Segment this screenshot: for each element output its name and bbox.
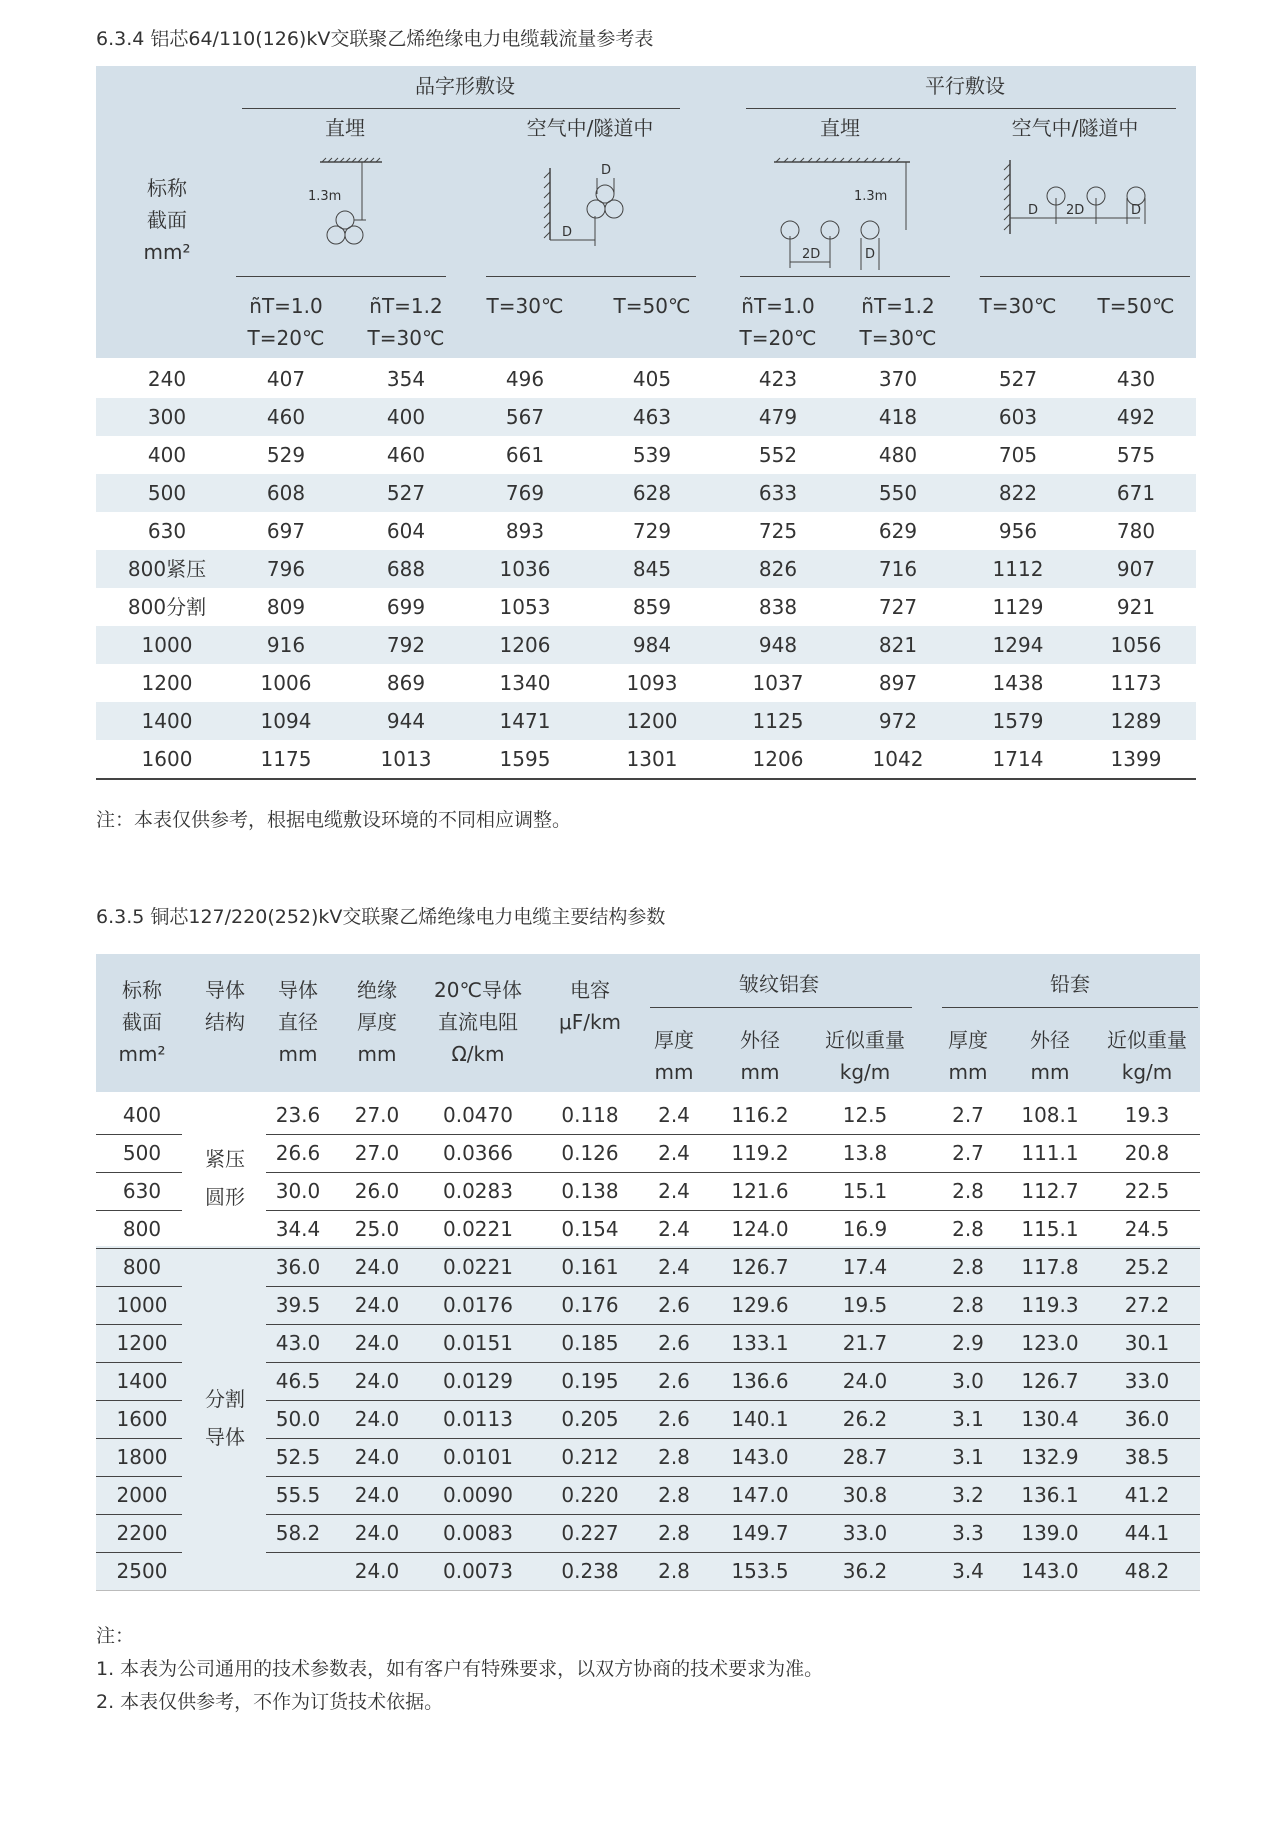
table2-section-cell: 2200	[116, 1521, 168, 1545]
table2-value-cell: 2.8	[952, 1179, 984, 1203]
table1-value-cell: 1056	[1110, 633, 1162, 657]
table1-value-cell: 552	[758, 443, 798, 467]
table1-value-cell: 629	[878, 519, 918, 543]
table2-value-cell: 0.154	[561, 1217, 619, 1241]
table1-value-cell: 821	[878, 633, 918, 657]
table2-value-cell: 143.0	[731, 1445, 789, 1469]
table2-value-cell: 27.2	[1124, 1293, 1170, 1317]
t2-h-pb-thick: 厚度 mm	[948, 1028, 988, 1084]
table2-value-cell: 24.0	[354, 1407, 400, 1431]
svg-text:2D: 2D	[1066, 203, 1085, 218]
table1-value-cell: 1714	[992, 747, 1044, 771]
table2-value-cell: 17.4	[842, 1255, 888, 1279]
flat-air-diagram	[1000, 158, 1160, 258]
table2-value-cell: 0.185	[561, 1331, 619, 1355]
table2-value-cell: 30.0	[275, 1179, 321, 1203]
table1-value-cell: 697	[266, 519, 306, 543]
table2-value-cell: 25.0	[354, 1217, 400, 1241]
table2-value-cell: 2.8	[658, 1521, 690, 1545]
table2-section-cell: 800	[122, 1217, 162, 1241]
table2-value-cell: 2.4	[658, 1217, 690, 1241]
table2-value-cell: 41.2	[1124, 1483, 1170, 1507]
table1-value-cell: 550	[878, 481, 918, 505]
t1-col-4: T=50℃	[613, 294, 691, 318]
t1-col-5: ñT=1.0 T=20℃	[739, 294, 817, 350]
table2-value-cell: 2.7	[952, 1141, 984, 1165]
table1-value-cell: 869	[386, 671, 426, 695]
table1-value-cell: 400	[386, 405, 426, 429]
table2-value-cell: 24.0	[354, 1255, 400, 1279]
table2-section-cell: 500	[122, 1141, 162, 1165]
table1-section-cell: 1400	[141, 709, 193, 733]
table1-section-cell: 630	[147, 519, 187, 543]
t2-h-capacitance: 电容 μF/km	[558, 978, 622, 1034]
table1-value-cell: 1438	[992, 671, 1044, 695]
table1-value-cell: 796	[266, 557, 306, 581]
table1-value-cell: 916	[266, 633, 306, 657]
table2-value-cell: 36.0	[1124, 1407, 1170, 1431]
t2-h-al-weight: 近似重量 kg/m	[825, 1028, 905, 1084]
table1-value-cell: 539	[632, 443, 672, 467]
table2-value-cell: 0.0090	[443, 1483, 513, 1507]
table1-value-cell: 671	[1116, 481, 1156, 505]
table2-value-cell: 33.0	[1124, 1369, 1170, 1393]
table1-value-cell: 1093	[626, 671, 678, 695]
table1-value-cell: 1013	[380, 747, 432, 771]
table2-value-cell: 24.0	[354, 1445, 400, 1469]
table2-value-cell: 25.2	[1124, 1255, 1170, 1279]
table1-value-cell: 460	[266, 405, 306, 429]
table2-value-cell: 116.2	[731, 1103, 789, 1127]
trefoil-buried-diagram	[310, 158, 400, 258]
table2-value-cell: 0.0221	[443, 1255, 513, 1279]
table2-value-cell: 117.8	[1021, 1255, 1079, 1279]
table1-value-cell: 661	[505, 443, 545, 467]
table2-section-cell: 1400	[116, 1369, 168, 1393]
table1-value-cell: 893	[505, 519, 545, 543]
table1-value-cell: 480	[878, 443, 918, 467]
table1-value-cell: 1289	[1110, 709, 1162, 733]
table2-value-cell: 3.0	[952, 1369, 984, 1393]
t2-structure-split: 分割 导体	[205, 1387, 245, 1449]
t1-direct-b: 直埋	[820, 116, 860, 140]
table2-value-cell: 132.9	[1021, 1445, 1079, 1469]
table1-value-cell: 1042	[872, 747, 924, 771]
table2-value-cell: 24.5	[1124, 1217, 1170, 1241]
table2-section-cell: 400	[122, 1103, 162, 1127]
table2-value-cell: 21.7	[842, 1331, 888, 1355]
table2-section-cell: 2000	[116, 1483, 168, 1507]
table2-section-cell: 1200	[116, 1331, 168, 1355]
table2-value-cell: 33.0	[842, 1521, 888, 1545]
table1-value-cell: 1173	[1110, 671, 1162, 695]
table1-value-cell: 463	[632, 405, 672, 429]
table2-value-cell: 36.0	[275, 1255, 321, 1279]
table2-value-cell: 39.5	[275, 1293, 321, 1317]
t2-h-pb-weight: 近似重量 kg/m	[1107, 1028, 1187, 1084]
table2-value-cell: 3.1	[952, 1407, 984, 1431]
table2-value-cell: 46.5	[275, 1369, 321, 1393]
table1-value-cell: 984	[632, 633, 672, 657]
table1-value-cell: 354	[386, 367, 426, 391]
table1-value-cell: 769	[505, 481, 545, 505]
table2-value-cell: 2.4	[658, 1255, 690, 1279]
table1-value-cell: 705	[998, 443, 1038, 467]
table2-notes: 注： 1. 本表为公司通用的技术参数表，如有客户有特殊要求，以双方协商的技术要求为准。 2. 本表仅供参考，不作为订货技术依据。	[96, 1625, 824, 1713]
svg-text:D: D	[601, 163, 612, 178]
t2-h-diameter: 导体 直径 mm	[278, 978, 318, 1066]
table1-title: 6.3.4 铝芯64/110(126)kV交联聚乙烯绝缘电力电缆载流量参考表	[96, 28, 654, 50]
table1-section-cell: 400	[147, 443, 187, 467]
table1-note: 注：本表仅供参考，根据电缆敷设环境的不同相应调整。	[96, 809, 572, 831]
table2-value-cell: 0.0470	[443, 1103, 513, 1127]
table2-value-cell: 108.1	[1021, 1103, 1079, 1127]
table2-value-cell: 26.0	[354, 1179, 400, 1203]
svg-text:D: D	[1131, 203, 1142, 218]
table2-value-cell: 0.161	[561, 1255, 619, 1279]
table2-value-cell: 24.0	[354, 1331, 400, 1355]
table2-value-cell: 2.6	[658, 1331, 690, 1355]
table2-section-cell: 2500	[116, 1559, 168, 1583]
table2-value-cell: 0.0073	[443, 1559, 513, 1583]
table2-value-cell: 126.7	[1021, 1369, 1079, 1393]
table2-value-cell: 2.8	[952, 1255, 984, 1279]
table2-value-cell: 124.0	[731, 1217, 789, 1241]
table2-value-cell: 34.4	[275, 1217, 321, 1241]
t2-group-pb: 铅套	[1050, 972, 1090, 996]
table2-value-cell: 28.7	[842, 1445, 888, 1469]
table1-value-cell: 845	[632, 557, 672, 581]
table1-value-cell: 575	[1116, 443, 1156, 467]
table2-value-cell: 0.0151	[443, 1331, 513, 1355]
table1-value-cell: 956	[998, 519, 1038, 543]
table1-value-cell: 567	[505, 405, 545, 429]
t1-col-2: ñT=1.2 T=30℃	[367, 294, 445, 350]
table2-value-cell: 123.0	[1021, 1331, 1079, 1355]
table2-value-cell: 44.1	[1124, 1521, 1170, 1545]
table2-value-cell: 27.0	[354, 1103, 400, 1127]
table2-value-cell: 26.2	[842, 1407, 888, 1431]
table1-value-cell: 529	[266, 443, 306, 467]
table1-value-cell: 809	[266, 595, 306, 619]
table2-value-cell: 3.1	[952, 1445, 984, 1469]
table1-section-cell: 1000	[141, 633, 193, 657]
t1-col-8: T=50℃	[1097, 294, 1175, 318]
table2-value-cell: 16.9	[842, 1217, 888, 1241]
table2-value-cell: 0.0221	[443, 1217, 513, 1241]
table1-value-cell: 604	[386, 519, 426, 543]
table1-section-cell: 1200	[141, 671, 193, 695]
table2-section-cell: 630	[122, 1179, 162, 1203]
table2-value-cell: 0.205	[561, 1407, 619, 1431]
table2-value-cell: 2.4	[658, 1103, 690, 1127]
table2-value-cell: 115.1	[1021, 1217, 1079, 1241]
table1-value-cell: 1595	[499, 747, 551, 771]
table2-value-cell: 30.8	[842, 1483, 888, 1507]
table2-value-cell: 36.2	[842, 1559, 888, 1583]
table1-value-cell: 907	[1116, 557, 1156, 581]
t1-section-header: 标称 截面 mm²	[143, 176, 191, 264]
table2-value-cell: 13.8	[842, 1141, 888, 1165]
table2-value-cell: 147.0	[731, 1483, 789, 1507]
table2-value-cell: 19.5	[842, 1293, 888, 1317]
table1-value-cell: 1294	[992, 633, 1044, 657]
table2-value-cell: 3.4	[952, 1559, 984, 1583]
table1-value-cell: 688	[386, 557, 426, 581]
table2-value-cell: 2.4	[658, 1141, 690, 1165]
table2-value-cell: 20.8	[1124, 1141, 1170, 1165]
table1-value-cell: 859	[632, 595, 672, 619]
table1-value-cell: 1206	[499, 633, 551, 657]
table2-value-cell: 50.0	[275, 1407, 321, 1431]
table2-value-cell: 153.5	[731, 1559, 789, 1583]
t1-direct-a: 直埋	[325, 116, 365, 140]
table2-value-cell: 2.4	[658, 1179, 690, 1203]
table2-value-cell: 2.8	[952, 1217, 984, 1241]
table2-value-cell: 0.176	[561, 1293, 619, 1317]
table1-value-cell: 972	[878, 709, 918, 733]
table1-value-cell: 838	[758, 595, 798, 619]
table1-value-cell: 1579	[992, 709, 1044, 733]
table2-value-cell: 0.0176	[443, 1293, 513, 1317]
table1-value-cell: 1340	[499, 671, 551, 695]
table1-value-cell: 418	[878, 405, 918, 429]
table1-section-cell: 500	[147, 481, 187, 505]
table2-value-cell: 55.5	[275, 1483, 321, 1507]
table1-value-cell: 948	[758, 633, 798, 657]
table2-value-cell: 140.1	[731, 1407, 789, 1431]
table2-value-cell: 139.0	[1021, 1521, 1079, 1545]
t2-h-resistance: 20℃导体 直流电阻 Ω/km	[434, 978, 522, 1066]
table2-value-cell: 129.6	[731, 1293, 789, 1317]
table1-value-cell: 527	[998, 367, 1038, 391]
table2-value-cell: 3.3	[952, 1521, 984, 1545]
table2-value-cell: 126.7	[731, 1255, 789, 1279]
table1-value-cell: 479	[758, 405, 798, 429]
table1-value-cell: 1037	[752, 671, 804, 695]
table2-section-cell: 800	[122, 1255, 162, 1279]
table1-value-cell: 1094	[260, 709, 312, 733]
table2-value-cell: 22.5	[1124, 1179, 1170, 1203]
table2-value-cell: 2.9	[952, 1331, 984, 1355]
svg-text:D: D	[865, 247, 876, 262]
table2-value-cell: 136.6	[731, 1369, 789, 1393]
table2-value-cell: 111.1	[1021, 1141, 1079, 1165]
table1-value-cell: 1471	[499, 709, 551, 733]
table2-value-cell: 121.6	[731, 1179, 789, 1203]
table1-value-cell: 699	[386, 595, 426, 619]
table1-value-cell: 727	[878, 595, 918, 619]
table1-value-cell: 608	[266, 481, 306, 505]
table2-value-cell: 119.3	[1021, 1293, 1079, 1317]
table1-value-cell: 1112	[992, 557, 1044, 581]
table2-value-cell: 119.2	[731, 1141, 789, 1165]
table2-value-cell: 48.2	[1124, 1559, 1170, 1583]
table2-value-cell: 24.0	[354, 1369, 400, 1393]
table1-section-cell: 800分割	[127, 595, 207, 619]
t1-group-a: 品字形敷设	[415, 74, 515, 98]
table1-value-cell: 822	[998, 481, 1038, 505]
t2-h-section: 标称 截面 mm²	[118, 978, 166, 1066]
t1-col-3: T=30℃	[486, 294, 564, 318]
table2-value-cell: 43.0	[275, 1331, 321, 1355]
table2-value-cell: 23.6	[275, 1103, 321, 1127]
table2-value-cell: 133.1	[731, 1331, 789, 1355]
table1-value-cell: 407	[266, 367, 306, 391]
t2-h-pb-od: 外径 mm	[1030, 1028, 1070, 1084]
table2-value-cell: 0.126	[561, 1141, 619, 1165]
table1-value-cell: 460	[386, 443, 426, 467]
table1-value-cell: 1006	[260, 671, 312, 695]
table1-value-cell: 725	[758, 519, 798, 543]
table1-value-cell: 1399	[1110, 747, 1162, 771]
svg-text:2D: 2D	[802, 247, 821, 262]
t2-h-structure: 导体 结构	[205, 978, 245, 1034]
table2-value-cell: 24.0	[354, 1521, 400, 1545]
t1-air-a: 空气中/隧道中	[526, 116, 654, 140]
table2-value-cell: 0.220	[561, 1483, 619, 1507]
svg-text:D: D	[562, 225, 573, 240]
table1-value-cell: 423	[758, 367, 798, 391]
table2-value-cell: 2.8	[658, 1445, 690, 1469]
table1-value-cell: 897	[878, 671, 918, 695]
table2-value-cell: 0.118	[561, 1103, 619, 1127]
table2-value-cell: 0.0101	[443, 1445, 513, 1469]
table1-value-cell: 780	[1116, 519, 1156, 543]
t1-group-b: 平行敷设	[925, 74, 1005, 98]
table2-value-cell: 0.0283	[443, 1179, 513, 1203]
table2-value-cell: 2.6	[658, 1407, 690, 1431]
table2-section-cell: 1000	[116, 1293, 168, 1317]
table2-section-cell: 1800	[116, 1445, 168, 1469]
table2-value-cell: 130.4	[1021, 1407, 1079, 1431]
svg-text:1.3m: 1.3m	[308, 189, 342, 204]
table1-value-cell: 405	[632, 367, 672, 391]
table1-value-cell: 430	[1116, 367, 1156, 391]
table1-value-cell: 1200	[626, 709, 678, 733]
table2-value-cell: 149.7	[731, 1521, 789, 1545]
t2-h-al-od: 外径 mm	[740, 1028, 780, 1084]
table2-value-cell: 0.195	[561, 1369, 619, 1393]
table2-value-cell: 19.3	[1124, 1103, 1170, 1127]
table1-value-cell: 370	[878, 367, 918, 391]
table2-title: 6.3.5 铜芯127/220(252)kV交联聚乙烯绝缘电力电缆主要结构参数	[96, 906, 666, 928]
table2-value-cell: 0.0083	[443, 1521, 513, 1545]
table2-value-cell: 2.8	[952, 1293, 984, 1317]
table2-value-cell: 2.6	[658, 1369, 690, 1393]
table2-value-cell: 27.0	[354, 1141, 400, 1165]
trefoil-air-diagram	[540, 158, 640, 258]
table2-value-cell: 15.1	[842, 1179, 888, 1203]
table2-value-cell: 24.0	[842, 1369, 888, 1393]
t2-structure-compact: 紧压 圆形	[205, 1147, 245, 1209]
table2-value-cell: 0.238	[561, 1559, 619, 1583]
t1-col-1: ñT=1.0 T=20℃	[247, 294, 325, 350]
table2-value-cell: 3.2	[952, 1483, 984, 1507]
table2-value-cell: 24.0	[354, 1293, 400, 1317]
table2-section-cell: 1600	[116, 1407, 168, 1431]
table2-value-cell: 2.8	[658, 1483, 690, 1507]
table1-value-cell: 492	[1116, 405, 1156, 429]
table2-value-cell: 0.138	[561, 1179, 619, 1203]
table1-value-cell: 1129	[992, 595, 1044, 619]
t2-group-al: 皱纹铝套	[739, 972, 819, 996]
table1-value-cell: 1036	[499, 557, 551, 581]
table2-value-cell: 24.0	[354, 1483, 400, 1507]
table1-value-cell: 1206	[752, 747, 804, 771]
table1-value-cell: 1301	[626, 747, 678, 771]
table2-value-cell: 2.7	[952, 1103, 984, 1127]
table1-value-cell: 633	[758, 481, 798, 505]
table1-value-cell: 1125	[752, 709, 804, 733]
table2-value-cell: 38.5	[1124, 1445, 1170, 1469]
table1-value-cell: 603	[998, 405, 1038, 429]
table2-value-cell: 0.212	[561, 1445, 619, 1469]
table1-value-cell: 921	[1116, 595, 1156, 619]
table2-value-cell: 12.5	[842, 1103, 888, 1127]
t1-air-b: 空气中/隧道中	[1011, 116, 1139, 140]
table1-value-cell: 826	[758, 557, 798, 581]
table2-row-rule	[96, 1590, 1200, 1591]
table2-value-cell: 0.227	[561, 1521, 619, 1545]
t1-col-6: ñT=1.2 T=30℃	[859, 294, 937, 350]
table1-section-cell: 800紧压	[127, 557, 207, 581]
table1-value-cell: 1175	[260, 747, 312, 771]
table1-value-cell: 496	[505, 367, 545, 391]
table2-value-cell: 30.1	[1124, 1331, 1170, 1355]
table2-value-cell: 112.7	[1021, 1179, 1079, 1203]
table1-section-cell: 240	[147, 367, 187, 391]
table2-value-cell: 2.6	[658, 1293, 690, 1317]
table1-value-cell: 716	[878, 557, 918, 581]
table2-value-cell: 143.0	[1021, 1559, 1079, 1583]
table1-value-cell: 792	[386, 633, 426, 657]
svg-text:D: D	[1028, 203, 1039, 218]
table2-value-cell: 52.5	[275, 1445, 321, 1469]
table2-value-cell: 136.1	[1021, 1483, 1079, 1507]
svg-text:1.3m: 1.3m	[854, 189, 888, 204]
table1-value-cell: 729	[632, 519, 672, 543]
table1-value-cell: 527	[386, 481, 426, 505]
table1-value-cell: 944	[386, 709, 426, 733]
table1-value-cell: 628	[632, 481, 672, 505]
table2-value-cell: 0.0366	[443, 1141, 513, 1165]
table2-value-cell: 24.0	[354, 1559, 400, 1583]
table2-value-cell: 0.0113	[443, 1407, 513, 1431]
t2-h-insulation: 绝缘 厚度 mm	[357, 978, 397, 1066]
table2-value-cell: 26.6	[275, 1141, 321, 1165]
table2-value-cell: 0.0129	[443, 1369, 513, 1393]
t2-h-al-thick: 厚度 mm	[654, 1028, 694, 1084]
table1-section-cell: 300	[147, 405, 187, 429]
table1-value-cell: 1053	[499, 595, 551, 619]
t1-col-7: T=30℃	[979, 294, 1057, 318]
flat-buried-diagram	[770, 158, 920, 278]
table2-value-cell: 2.8	[658, 1559, 690, 1583]
table2-value-cell: 58.2	[275, 1521, 321, 1545]
table1-section-cell: 1600	[141, 747, 193, 771]
